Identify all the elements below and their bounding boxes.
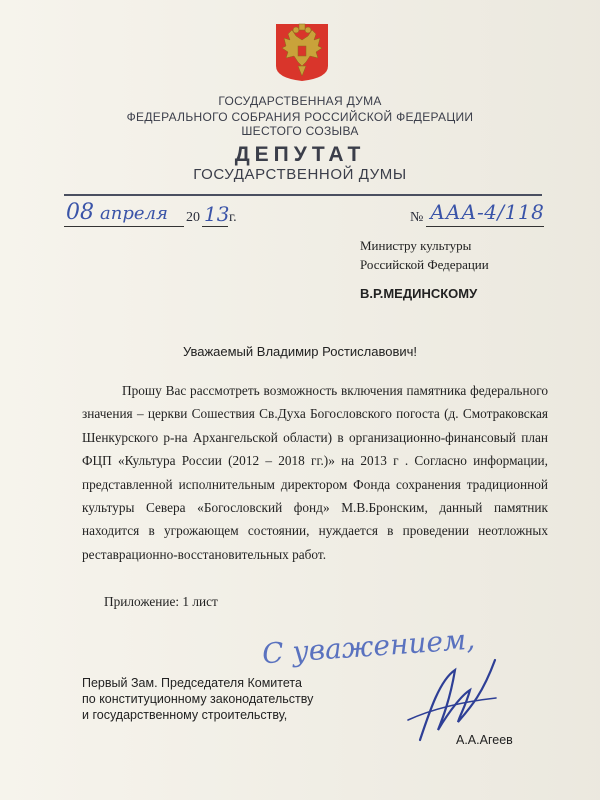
signer-position-line-3: и государственному строительству, [82,708,288,722]
attachment-note: Приложение: 1 лист [104,594,218,609]
greeting: Уважаемый Владимир Ростиславович! [182,344,418,359]
letterhead-line-3: ШЕСТОГО СОЗЫВА [241,124,359,138]
date-month: апреля [100,203,168,224]
letter-body: Прошу Вас рассмотреть возможность включения памятника федерального значения – церкви Сошествия Св.Духа Богословского погоста (д. Смотраковская Шенкурского р-на Архангельской области) в организационно-финансовый план ФЦП «Культура России (2012 – 2018 гг.)» на 2013 г . Согласно информации, представленной исполнительным директором Фонда сохранения традиционной культуры Севера «Богословский фонд» М.В.Бронским, данный памятник находится в угрожающем состоянии, нуждается в проведении неотложных реставрационно-восстановительных работ. [82,383,548,562]
date-underline [64,226,184,227]
signer-position [82,675,342,723]
date-year-unit: г. [229,210,237,225]
addressee-line-2: Российской Федерации [360,257,489,272]
date-day: 08 [66,200,94,225]
coat-of-arms-emblem [274,22,330,82]
letterhead-subtitle: ГОСУДАРСТВЕННОЙ ДУМЫ [193,166,407,183]
addressee-name: В.Р.МЕДИНСКОМУ [360,286,478,301]
letterhead-divider [64,194,542,196]
letterhead-line-1: ГОСУДАРСТВЕННАЯ ДУМА [218,94,382,108]
handwritten-closing: С уважением, [261,622,477,671]
addressee-line-1: Министру культуры [360,238,472,253]
letterhead-title: ДЕПУТАТ [234,143,366,166]
year-underline [202,226,228,227]
reference-number: ААА-4/118 [430,200,545,224]
reference-underline [426,226,544,227]
letterhead-line-2: ФЕДЕРАЛЬНОГО СОБРАНИЯ РОССИЙСКОЙ ФЕДЕРАЦИИ [126,110,474,124]
signer-name: А.А.Агеев [456,733,513,747]
date-year-suffix: 13 [204,202,230,226]
date-year-prefix: 20 [186,210,200,225]
reference-number-label: № [410,210,424,225]
signer-position-line-2: по конституционному законодательству [82,692,314,706]
signer-position-line-1: Первый Зам. Председателя Комитета [82,676,302,690]
